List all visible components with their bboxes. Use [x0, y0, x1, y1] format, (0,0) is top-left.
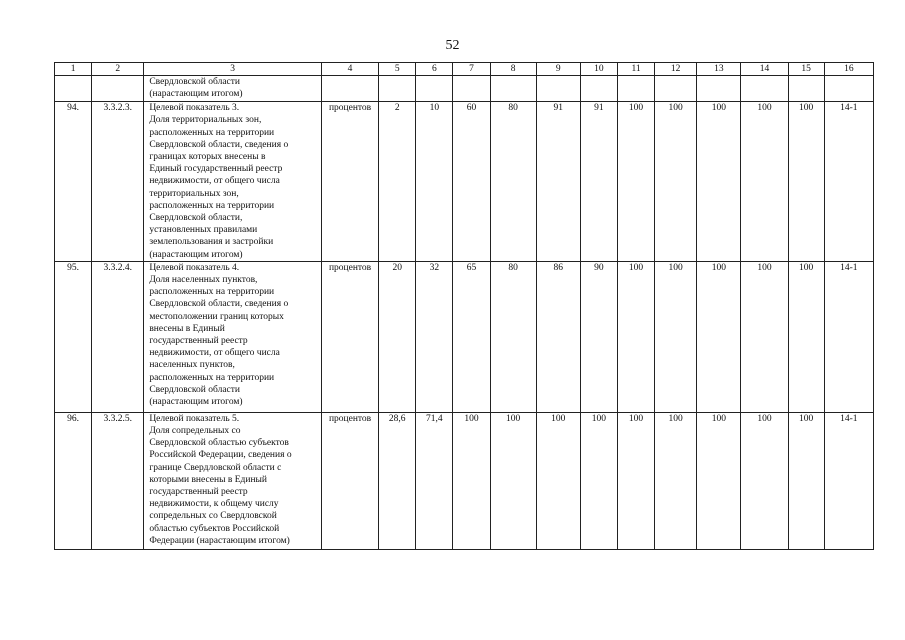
value-cell: 100 [788, 261, 824, 412]
row-number-cell: 96. [55, 412, 92, 549]
column-header: 14 [741, 63, 788, 76]
value-cell: 80 [490, 261, 536, 412]
row-code-cell: 3.3.2.4. [92, 261, 144, 412]
value-cell: 100 [453, 412, 490, 549]
table-row [55, 412, 874, 549]
column-header: 11 [617, 63, 654, 76]
value-cell: 100 [536, 412, 580, 549]
value-cell: 86 [536, 261, 580, 412]
value-cell: 100 [741, 261, 788, 412]
continuation-row [55, 76, 874, 102]
unit-cell: процентов [321, 261, 378, 412]
unit-cell: процентов [321, 412, 378, 549]
row-code-cell: 3.3.2.3. [92, 102, 144, 262]
value-cell: 91 [536, 102, 580, 262]
value-cell: 100 [617, 102, 654, 262]
reference-cell: 14-1 [824, 412, 873, 549]
value-cell: 100 [741, 412, 788, 549]
value-cell: 100 [788, 412, 824, 549]
value-cell: 91 [580, 102, 617, 262]
column-header: 7 [453, 63, 490, 76]
indicators-table [54, 62, 874, 550]
column-header: 6 [416, 63, 453, 76]
value-cell: 100 [697, 412, 741, 549]
reference-cell: 14-1 [824, 102, 873, 262]
value-cell: 100 [655, 412, 697, 549]
column-header: 13 [697, 63, 741, 76]
column-number-row [55, 63, 874, 76]
value-cell: 90 [580, 261, 617, 412]
table-row [55, 102, 874, 262]
value-cell: 100 [655, 102, 697, 262]
row-number-cell: 95. [55, 261, 92, 412]
value-cell: 65 [453, 261, 490, 412]
value-cell: 32 [416, 261, 453, 412]
column-header: 9 [536, 63, 580, 76]
reference-cell: 14-1 [824, 261, 873, 412]
value-cell: 100 [490, 412, 536, 549]
column-header: 1 [55, 63, 92, 76]
value-cell: 100 [741, 102, 788, 262]
indicator-description-cell: Целевой показатель 4. Доля населенных пунктов, расположенных на территории Свердловской области, сведения о местоположении границ которых внесены в Единый государственный реестр недвижимости, от общего числа населенных пунктов, расположенных на территории Свердловской области (нарастающим итогом) [144, 261, 322, 412]
column-header: 2 [92, 63, 144, 76]
value-cell: 100 [655, 261, 697, 412]
row-code-cell: 3.3.2.5. [92, 412, 144, 549]
page-number: 52 [445, 38, 460, 53]
column-header: 15 [788, 63, 824, 76]
value-cell: 2 [379, 102, 416, 262]
column-header: 16 [824, 63, 873, 76]
unit-cell: процентов [321, 102, 378, 262]
value-cell: 80 [490, 102, 536, 262]
column-header: 4 [321, 63, 378, 76]
value-cell: 100 [697, 102, 741, 262]
value-cell: 71,4 [416, 412, 453, 549]
continuation-text: Свердловской области (нарастающим итогом) [144, 76, 322, 102]
row-number-cell: 94. [55, 102, 92, 262]
value-cell: 28,6 [379, 412, 416, 549]
value-cell: 100 [697, 261, 741, 412]
column-header: 3 [144, 63, 322, 76]
value-cell: 10 [416, 102, 453, 262]
column-header: 10 [580, 63, 617, 76]
table-row [55, 261, 874, 412]
value-cell: 60 [453, 102, 490, 262]
column-header: 8 [490, 63, 536, 76]
indicator-description-cell: Целевой показатель 3. Доля территориальных зон, расположенных на территории Свердловской области, сведения о границах которых внесены в Единый государственный реестр недвижимости, от общего числа территориальных зон, расположенных на территории Свердловской области, установленных правилами землепользования и застройки (нарастающим итогом) [144, 102, 322, 262]
column-header: 12 [655, 63, 697, 76]
value-cell: 100 [617, 412, 654, 549]
value-cell: 20 [379, 261, 416, 412]
value-cell: 100 [580, 412, 617, 549]
value-cell: 100 [788, 102, 824, 262]
column-header: 5 [379, 63, 416, 76]
indicator-description-cell: Целевой показатель 5. Доля сопредельных со Свердловской областью субъектов Российской Федерации, сведения о границе Свердловской области с которыми внесены в Единый государственный реестр недвижимости, к общему числу сопредельных со Свердловской областью субъектов Российской Федерации (нарастающим итогом) [144, 412, 322, 549]
value-cell: 100 [617, 261, 654, 412]
